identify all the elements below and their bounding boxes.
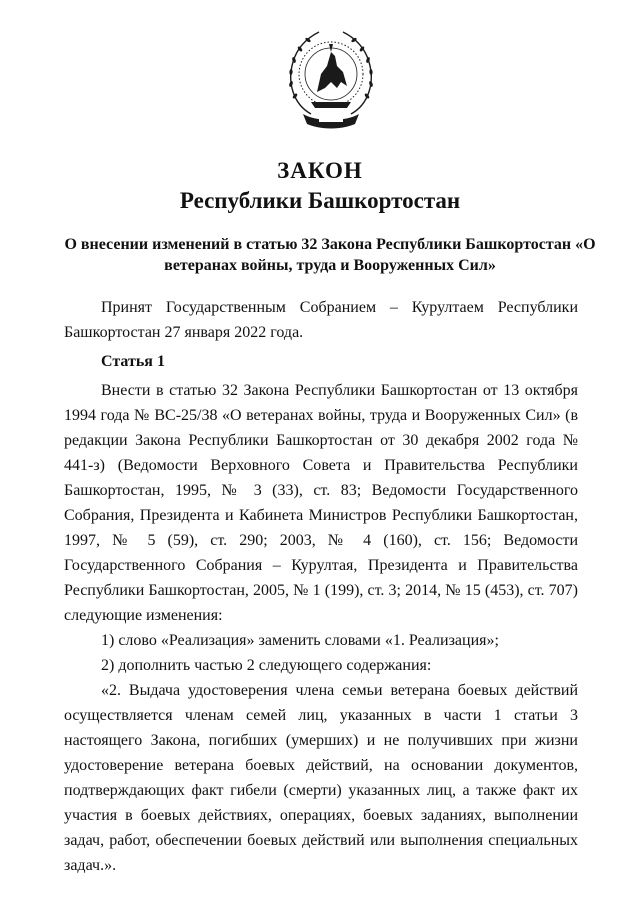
document-title-republic: Республики Башкортостан [179,188,461,213]
paragraph-item-2: 2) дополнить частью 2 следующего содержания: [101,657,432,674]
coat-of-arms-icon [281,22,381,130]
article-body [64,378,578,878]
law-subject: О внесении изменений в статью 32 Закона Республики Башкортостан «О ветеранах войны, труда и Вооруженных Сил» [64,236,596,274]
paragraph-main-amendment: Внести в статью 32 Закона Республики Башкортостан от 13 октября 1994 года № ВС-25/38 «О ветеранах войны, труда и Вооруженных Сил» (в редакции Закона Республики Башкортостан от 30 декабря 2002 года № 441-з) (Ведомости Верховного Совета и Правительства Республики Башкортостан, 1995, № 3 (33), ст. 83; Ведомости Государственного Собрания, Президента и Кабинета Министров Республики Башкортостан, 1997, № 5 (59), ст. 290; 2003, № 4 (160), ст. 156; Ведомости Государственного Собрания – Курултая, Президента и Правительства Республики Башкортостан, 2005, № 1 (199), ст. 3; 2014, № 15 (453), ст. 707) следующие изменения: [64,382,578,624]
document-title: ЗАКОН [277,158,363,183]
paragraph-item-1: 1) слово «Реализация» заменить словами «1. Реализация»; [101,632,499,649]
paragraph-quoted-part-2: «2. Выдача удостоверения члена семьи ветерана боевых действий осуществляется членам семей лиц, указанных в части 1 статьи 3 настоящего Закона, погибших (умерших) и не получивших при жизни удостоверение ветерана боевых действий, на основании документов, подтверждающих факт гибели (смерти) указанных лиц, а также факт их участия в боевых действиях, операциях, боевых заданиях, выполнении задач, работ, обеспечении боевых действий или выполнения специальных задач.». [64,682,578,874]
article-heading: Статья 1 [101,353,165,370]
adoption-statement: Принят Государственным Собранием – Курултаем Республики Башкортостан 27 января 2022 года. [64,299,578,341]
